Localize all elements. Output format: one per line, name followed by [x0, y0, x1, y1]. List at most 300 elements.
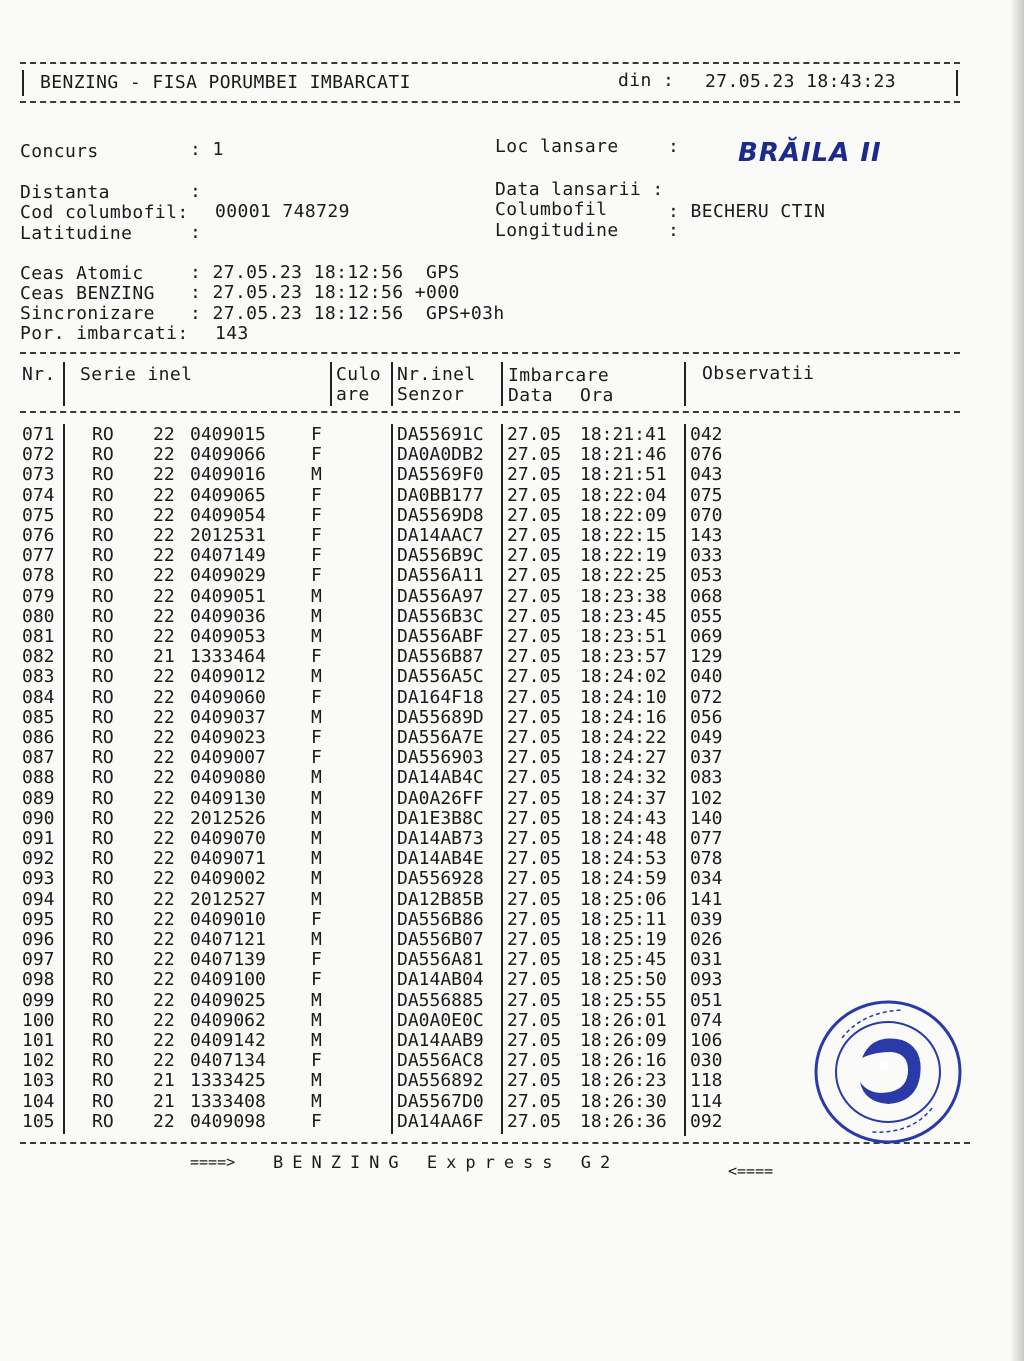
cell-senzor: DA14AB73: [397, 828, 484, 849]
cell-observatii: 037: [690, 747, 723, 769]
table-row: [0, 425, 1024, 445]
cell-tara: RO: [92, 686, 114, 708]
header-sep-2: [330, 362, 332, 406]
cell-senzor: DA556892: [397, 1070, 484, 1092]
cell-tara: RO: [92, 605, 114, 627]
cell-senzor: DA14AA6F: [397, 1110, 484, 1132]
table-row: [0, 930, 1024, 950]
table-row: [0, 829, 1024, 849]
cell-an: 22: [153, 1030, 175, 1051]
concurs-value: : 1: [190, 139, 224, 160]
body-sep-2: [391, 424, 393, 1134]
col-imbarcare-ora: Ora: [580, 385, 614, 406]
cell-senzor: DA556B07: [397, 929, 484, 950]
cell-observatii: 026: [690, 929, 723, 950]
cell-tara: RO: [92, 1090, 114, 1112]
cell-senzor: DA556928: [397, 868, 484, 890]
table-row: [0, 869, 1024, 889]
cell-ora: 18:26:23: [580, 1070, 667, 1092]
ceas-benzing-label: Ceas BENZING: [20, 283, 155, 304]
cell-inel: 0409142: [190, 1030, 266, 1051]
cell-ora: 18:23:51: [580, 626, 667, 647]
cell-observatii: 140: [690, 807, 723, 829]
cell-observatii: 031: [690, 949, 723, 971]
cell-sex: M: [311, 605, 322, 627]
cell-data: 27.05: [507, 646, 562, 668]
cell-inel: 1333425: [190, 1070, 266, 1092]
cell-sex: M: [311, 767, 322, 789]
cell-sex: F: [311, 565, 322, 587]
cell-senzor: DA556B3C: [397, 605, 484, 627]
cell-ora: 18:22:15: [580, 525, 667, 546]
porumbei-imbarcati-label: Por. imbarcati:: [20, 323, 189, 344]
cell-data: 27.05: [507, 908, 562, 930]
cell-sex: M: [311, 1070, 322, 1092]
col-serie-inel: Serie inel: [80, 364, 193, 385]
cell-inel: 0409010: [190, 908, 266, 930]
document-title: BENZING - FISA PORUMBEI IMBARCATI: [40, 72, 411, 93]
cell-nr: 103: [22, 1070, 55, 1092]
cell-nr: 097: [22, 949, 55, 971]
cell-observatii: 070: [690, 504, 723, 526]
cell-sex: F: [311, 686, 322, 708]
cell-ora: 18:23:45: [580, 605, 667, 627]
cell-ora: 18:24:53: [580, 848, 667, 870]
header-sep-5: [684, 362, 686, 406]
cell-sex: M: [311, 1090, 322, 1112]
cell-data: 27.05: [507, 545, 562, 567]
cell-an: 22: [153, 828, 175, 849]
cell-observatii: 143: [690, 525, 723, 546]
cell-ora: 18:24:43: [580, 807, 667, 829]
cell-sex: M: [311, 989, 322, 1011]
cell-data: 27.05: [507, 626, 562, 647]
cell-inel: 0409062: [190, 1009, 266, 1031]
cell-senzor: DA556ABF: [397, 626, 484, 647]
header-sep-1: [63, 362, 65, 406]
cell-observatii: 129: [690, 646, 723, 668]
cell-data: 27.05: [507, 787, 562, 809]
cell-observatii: 106: [690, 1030, 723, 1051]
cell-tara: RO: [92, 545, 114, 567]
table-header-bottom-rule: [20, 411, 960, 413]
cell-inel: 0409065: [190, 484, 266, 506]
cell-sex: F: [311, 504, 322, 526]
cell-senzor: DA14AB4C: [397, 767, 484, 789]
cell-senzor: DA14AAC7: [397, 525, 484, 546]
cell-nr: 086: [22, 727, 55, 748]
cell-sex: M: [311, 626, 322, 647]
cell-inel: 0409029: [190, 565, 266, 587]
cell-inel: 0409100: [190, 969, 266, 991]
cell-data: 27.05: [507, 807, 562, 829]
cell-senzor: DA1E3B8C: [397, 807, 484, 829]
cell-senzor: DA164F18: [397, 686, 484, 708]
cell-an: 22: [153, 525, 175, 546]
cell-ora: 18:25:11: [580, 908, 667, 930]
cell-ora: 18:25:19: [580, 929, 667, 950]
cell-nr: 080: [22, 605, 55, 627]
cell-sex: F: [311, 969, 322, 991]
cell-tara: RO: [92, 908, 114, 930]
cod-columbofil-label: Cod columbofil:: [20, 202, 189, 223]
cell-data: 27.05: [507, 1070, 562, 1092]
cell-an: 21: [153, 1090, 175, 1112]
cell-observatii: 056: [690, 706, 723, 728]
columbofil-value: : BECHERU CTIN: [668, 201, 826, 222]
cell-an: 22: [153, 666, 175, 688]
cell-data: 27.05: [507, 848, 562, 870]
cell-observatii: 141: [690, 888, 723, 910]
cell-nr: 076: [22, 525, 55, 546]
sincronizare-value: : 27.05.23 18:12:56 GPS+03h: [190, 303, 505, 324]
ceas-atomic-value: : 27.05.23 18:12:56 GPS: [190, 262, 460, 283]
cell-inel: 0409053: [190, 626, 266, 647]
col-senzor: Senzor: [397, 384, 465, 405]
print-datetime: 27.05.23 18:43:23: [705, 71, 897, 92]
header-top-rule: [20, 62, 960, 64]
porumbei-imbarcati-value: 143: [215, 323, 249, 344]
cell-inel: 1333464: [190, 646, 266, 668]
cell-an: 22: [153, 464, 175, 486]
cell-senzor: DA556B87: [397, 646, 484, 668]
cell-an: 22: [153, 969, 175, 991]
cell-tara: RO: [92, 706, 114, 728]
cell-sex: F: [311, 949, 322, 971]
loc-lansare-handwritten: BRĂILA II: [738, 138, 882, 168]
cell-data: 27.05: [507, 585, 562, 607]
cell-data: 27.05: [507, 989, 562, 1011]
cell-nr: 090: [22, 807, 55, 829]
cell-nr: 073: [22, 464, 55, 486]
cell-an: 22: [153, 605, 175, 627]
cell-data: 27.05: [507, 565, 562, 587]
cell-ora: 18:25:50: [580, 969, 667, 991]
cell-tara: RO: [92, 828, 114, 849]
cell-nr: 077: [22, 545, 55, 567]
cell-observatii: 083: [690, 767, 723, 789]
cell-observatii: 051: [690, 989, 723, 1011]
table-header-top-rule: [20, 352, 960, 354]
cell-inel: 1333408: [190, 1090, 266, 1112]
cell-an: 22: [153, 565, 175, 587]
cell-ora: 18:26:36: [580, 1110, 667, 1132]
cell-tara: RO: [92, 747, 114, 769]
cell-ora: 18:24:10: [580, 686, 667, 708]
cell-inel: 0407121: [190, 929, 266, 950]
cell-senzor: DA556A11: [397, 565, 484, 587]
table-row: [0, 607, 1024, 627]
cell-data: 27.05: [507, 1050, 562, 1072]
cell-data: 27.05: [507, 929, 562, 950]
cell-inel: 0407139: [190, 949, 266, 971]
data-lansarii-label: Data lansarii :: [495, 179, 664, 200]
cell-senzor: DA0BB177: [397, 484, 484, 506]
table-row: [0, 627, 1024, 647]
cell-nr: 102: [22, 1050, 55, 1072]
cell-inel: 2012526: [190, 807, 266, 829]
cell-data: 27.05: [507, 868, 562, 890]
table-row: [0, 647, 1024, 667]
cell-senzor: DA0A0E0C: [397, 1009, 484, 1031]
cell-sex: M: [311, 787, 322, 809]
cell-ora: 18:24:48: [580, 828, 667, 849]
cell-observatii: 072: [690, 686, 723, 708]
table-row: [0, 465, 1024, 485]
cell-an: 22: [153, 747, 175, 769]
table-row: [0, 566, 1024, 586]
cell-an: 22: [153, 686, 175, 708]
cell-tara: RO: [92, 888, 114, 910]
cell-ora: 18:21:41: [580, 424, 667, 445]
cell-inel: 0409080: [190, 767, 266, 789]
cell-sex: M: [311, 1030, 322, 1051]
table-row: [0, 546, 1024, 566]
sincronizare-label: Sincronizare: [20, 303, 155, 324]
cell-data: 27.05: [507, 444, 562, 466]
cell-tara: RO: [92, 504, 114, 526]
cell-sex: F: [311, 908, 322, 930]
cell-senzor: DA5567D0: [397, 1090, 484, 1112]
cell-senzor: DA12B85B: [397, 888, 484, 910]
cell-nr: 104: [22, 1090, 55, 1112]
cell-sex: F: [311, 646, 322, 668]
cell-ora: 18:26:16: [580, 1050, 667, 1072]
cell-senzor: DA14AAB9: [397, 1030, 484, 1051]
cell-sex: F: [311, 1110, 322, 1132]
cell-inel: 0409130: [190, 787, 266, 809]
cell-nr: 105: [22, 1110, 55, 1132]
table-row: [0, 728, 1024, 748]
cell-senzor: DA55691C: [397, 424, 484, 445]
table-row: [0, 809, 1024, 829]
footer-left-arrow: ====>: [190, 1153, 236, 1171]
body-sep-1: [63, 424, 65, 1134]
cell-senzor: DA14AB4E: [397, 848, 484, 870]
cell-an: 22: [153, 787, 175, 809]
cell-senzor: DA55689D: [397, 706, 484, 728]
cell-ora: 18:22:04: [580, 484, 667, 506]
cell-nr: 083: [22, 666, 55, 688]
cell-inel: 0409054: [190, 504, 266, 526]
cell-nr: 087: [22, 747, 55, 769]
distanta-colon: :: [190, 181, 202, 202]
cell-tara: RO: [92, 1110, 114, 1132]
table-row: [0, 526, 1024, 546]
cell-tara: RO: [92, 787, 114, 809]
footer-right-arrow: <====: [728, 1162, 774, 1180]
cell-tara: RO: [92, 444, 114, 466]
cell-an: 22: [153, 1050, 175, 1072]
cell-tara: RO: [92, 989, 114, 1011]
cell-observatii: 043: [690, 464, 723, 486]
cell-an: 22: [153, 545, 175, 567]
cell-nr: 088: [22, 767, 55, 789]
header-bottom-rule: [20, 101, 960, 103]
header-sep-3: [391, 362, 393, 406]
cell-observatii: 077: [690, 828, 723, 849]
cell-observatii: 068: [690, 585, 723, 607]
cell-tara: RO: [92, 848, 114, 870]
table-row: [0, 708, 1024, 728]
cell-tara: RO: [92, 626, 114, 647]
cell-data: 27.05: [507, 605, 562, 627]
cell-sex: F: [311, 545, 322, 567]
col-imbarcare-data: Data: [508, 385, 553, 406]
federation-stamp: [812, 998, 964, 1146]
cell-inel: 0409007: [190, 747, 266, 769]
cell-ora: 18:24:37: [580, 787, 667, 809]
cell-data: 27.05: [507, 1009, 562, 1031]
cell-data: 27.05: [507, 706, 562, 728]
cell-sex: M: [311, 1009, 322, 1031]
cell-ora: 18:24:27: [580, 747, 667, 769]
cell-data: 27.05: [507, 949, 562, 971]
cell-ora: 18:24:59: [580, 868, 667, 890]
table-row: [0, 688, 1024, 708]
cell-nr: 099: [22, 989, 55, 1011]
cell-an: 22: [153, 848, 175, 870]
cell-observatii: 102: [690, 787, 723, 809]
cell-nr: 100: [22, 1009, 55, 1031]
cell-nr: 091: [22, 828, 55, 849]
cell-tara: RO: [92, 646, 114, 668]
cell-inel: 0407149: [190, 545, 266, 567]
cell-nr: 079: [22, 585, 55, 607]
cell-inel: 0409016: [190, 464, 266, 486]
cell-ora: 18:24:16: [580, 706, 667, 728]
cell-tara: RO: [92, 1050, 114, 1072]
cell-nr: 084: [22, 686, 55, 708]
cell-senzor: DA556A81: [397, 949, 484, 971]
table-row: [0, 910, 1024, 930]
loc-lansare-label: Loc lansare: [495, 136, 619, 157]
cell-data: 27.05: [507, 1110, 562, 1132]
cell-an: 22: [153, 444, 175, 466]
cell-nr: 089: [22, 787, 55, 809]
header-sep-4: [501, 362, 503, 406]
cell-data: 27.05: [507, 484, 562, 506]
cell-senzor: DA0A0DB2: [397, 444, 484, 466]
cell-ora: 18:21:51: [580, 464, 667, 486]
cell-senzor: DA0A26FF: [397, 787, 484, 809]
cell-an: 21: [153, 1070, 175, 1092]
cell-senzor: DA556A7E: [397, 727, 484, 748]
cell-tara: RO: [92, 565, 114, 587]
cell-ora: 18:23:57: [580, 646, 667, 668]
cell-senzor: DA556903: [397, 747, 484, 769]
cell-an: 22: [153, 929, 175, 950]
col-nr: Nr.: [22, 364, 56, 385]
cell-inel: 0409071: [190, 848, 266, 870]
cell-ora: 18:26:09: [580, 1030, 667, 1051]
cell-tara: RO: [92, 807, 114, 829]
cell-sex: F: [311, 484, 322, 506]
cell-an: 22: [153, 989, 175, 1011]
page-edge-shadow: [1010, 0, 1024, 1361]
cell-sex: F: [311, 444, 322, 466]
cell-observatii: 114: [690, 1090, 723, 1112]
cell-ora: 18:25:06: [580, 888, 667, 910]
cell-data: 27.05: [507, 666, 562, 688]
cell-an: 22: [153, 484, 175, 506]
body-sep-3: [501, 424, 503, 1134]
cell-inel: 0409060: [190, 686, 266, 708]
cell-nr: 094: [22, 888, 55, 910]
cell-an: 22: [153, 1110, 175, 1132]
cell-senzor: DA556A5C: [397, 666, 484, 688]
cell-tara: RO: [92, 929, 114, 950]
table-row: [0, 789, 1024, 809]
cell-senzor: DA556A97: [397, 585, 484, 607]
cell-an: 22: [153, 626, 175, 647]
cell-nr: 101: [22, 1030, 55, 1051]
cell-an: 22: [153, 949, 175, 971]
cell-observatii: 034: [690, 868, 723, 890]
cell-an: 22: [153, 767, 175, 789]
cell-observatii: 042: [690, 424, 723, 445]
cell-an: 22: [153, 908, 175, 930]
cell-senzor: DA556B9C: [397, 545, 484, 567]
cell-data: 27.05: [507, 747, 562, 769]
cell-sex: M: [311, 807, 322, 829]
cell-tara: RO: [92, 949, 114, 971]
cell-data: 27.05: [507, 888, 562, 910]
stamp-seal-icon: [812, 998, 964, 1146]
cell-inel: 0409025: [190, 989, 266, 1011]
cell-observatii: 040: [690, 666, 723, 688]
cell-nr: 078: [22, 565, 55, 587]
cell-an: 21: [153, 646, 175, 668]
cell-senzor: DA556AC8: [397, 1050, 484, 1072]
date-label: din :: [618, 70, 675, 91]
cell-sex: F: [311, 525, 322, 546]
cell-observatii: 078: [690, 848, 723, 870]
cell-ora: 18:25:55: [580, 989, 667, 1011]
cell-tara: RO: [92, 585, 114, 607]
cell-inel: 0409002: [190, 868, 266, 890]
cell-tara: RO: [92, 464, 114, 486]
cell-nr: 096: [22, 929, 55, 950]
cell-data: 27.05: [507, 767, 562, 789]
cell-nr: 082: [22, 646, 55, 668]
cell-sex: M: [311, 888, 322, 910]
table-row: [0, 890, 1024, 910]
cell-observatii: 049: [690, 727, 723, 748]
col-culoare-1: Culo: [336, 364, 381, 385]
table-row: [0, 768, 1024, 788]
longitudine-label: Longitudine: [495, 220, 619, 241]
cell-observatii: 033: [690, 545, 723, 567]
cell-tara: RO: [92, 484, 114, 506]
col-nr-inel: Nr.inel: [397, 364, 476, 385]
cell-inel: 0409070: [190, 828, 266, 849]
cell-observatii: 093: [690, 969, 723, 991]
cell-an: 22: [153, 868, 175, 890]
latitudine-colon: :: [190, 222, 202, 243]
cell-sex: M: [311, 666, 322, 688]
cell-inel: 2012527: [190, 888, 266, 910]
footer-text: BENZING Express G2: [273, 1153, 620, 1173]
cell-senzor: DA556B86: [397, 908, 484, 930]
cell-senzor: DA5569F0: [397, 464, 484, 486]
cell-sex: F: [311, 727, 322, 748]
cell-an: 22: [153, 424, 175, 445]
table-row: [0, 950, 1024, 970]
cell-ora: 18:26:30: [580, 1090, 667, 1112]
table-row: [0, 970, 1024, 990]
columbofil-label: Columbofil: [495, 199, 608, 220]
